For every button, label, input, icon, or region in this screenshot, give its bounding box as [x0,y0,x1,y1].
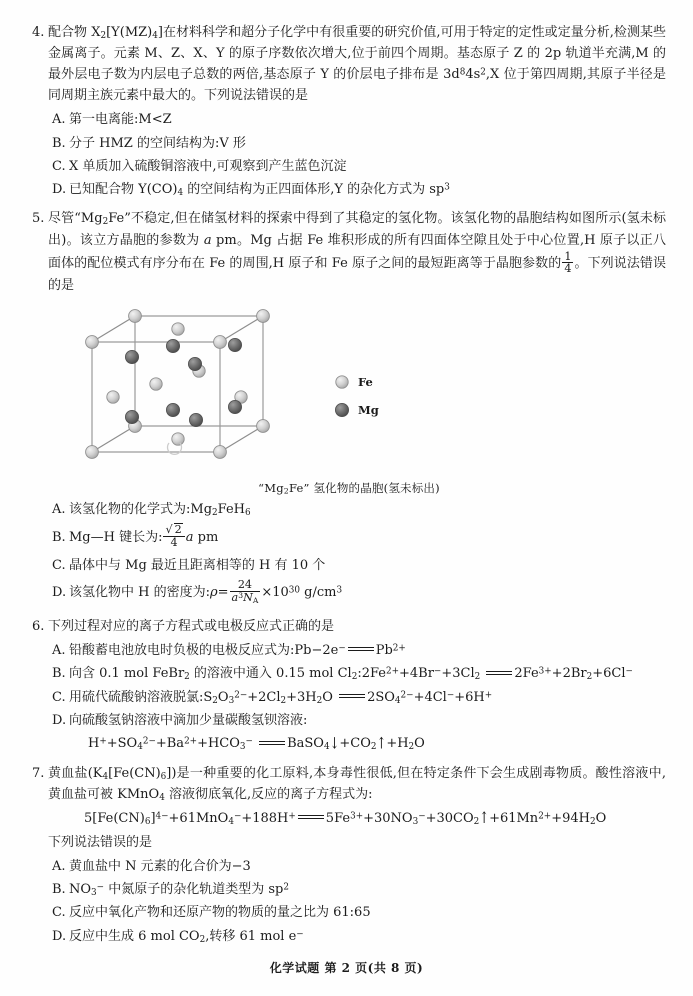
option-tag: A. [52,858,66,874]
option-tag: B. [52,135,66,151]
option-text: 铅酸蓄电池放电时负极的电极反应式为:Pb−2e− $Pb^{2+}$ [69,642,406,658]
question-7-options [32,855,666,949]
option-tag: B. [52,665,66,681]
question-4 [32,22,666,201]
question-6-stem [32,616,666,637]
option-row[interactable] [52,132,666,155]
option-text: 向硫酸氢钠溶液中滴加少量碳酸氢钡溶液: [69,713,308,729]
question-6-options [32,639,666,756]
option-row[interactable] [52,498,666,522]
option-tag: D. [52,713,67,729]
page-content [32,22,666,955]
option-tag: C. [52,158,66,174]
option-tag: D. [52,928,67,944]
option-text: 该氢化物的化学式为$:Mg_2FeH_6$ [69,502,251,519]
unit-cell-svg [32,302,666,478]
page-footer: 化学试题 第 2 页(共 8 页) [269,961,424,975]
option-text: 黄血盐中 N 元素的化合价为−3 [69,858,251,874]
option-text: 向含 0.1 mol FeBr$_2$ 的溶液中通入 0.15 mol $Cl_2:2Fe^{2+}+4Br^-+3Cl_2$ $2Fe^{3+}+2Br_2+6Cl^-$ [69,665,633,682]
option-row[interactable] [52,639,666,662]
question-7 [32,763,666,948]
question-4-number: 4. [32,25,45,40]
mg-atoms [125,339,241,427]
option-tag: D. [52,181,67,197]
option-row[interactable] [52,855,666,878]
option-tag: C. [52,689,66,705]
question-7-stem-text: 黄血盐$(K_4[Fe(CN)_6])$是一种重要的化工原料,本身毒性很低,但在特定条件下会生成剧毒物质。酸性溶液中,黄血盐可被 KMnO$_4$ 溶液彻底氧化,反应的离子方程式为: [48,766,666,804]
question-5-options [32,498,666,608]
option-row[interactable] [52,662,666,686]
option-row[interactable] [52,686,666,710]
option-row[interactable] [52,554,666,577]
option-text: 晶体中与 Mg 最近且距离相等的 H 有 10 个 [69,557,326,573]
figure-caption: “$Mg_2Fe$” 氢化物的晶胞(氢未标出) [258,481,440,496]
question-6-stem-text: 下列过程对应的离子方程式或电极反应式正确的是 [48,618,335,634]
option-tag: A. [52,502,66,518]
question-7-tail: 下列说法错误的是 [48,834,153,850]
question-4-stem [32,22,666,106]
question-7-number: 7. [32,766,45,782]
question-5 [32,208,666,608]
legend-mg-marker [335,404,348,417]
option-text: X 单质加入硫酸铜溶液中,可观察到产生蓝色沉淀 [69,158,347,174]
fe-atoms [86,310,270,459]
option-text: Mg—H 键长为: $\frac{√ 2}{4}$ a pm [69,522,219,549]
figure-legend [335,375,378,417]
question-5-number: 5. [32,211,45,227]
question-6-number: 6. [32,618,45,634]
question-6 [32,616,666,756]
question-7-equation: $5[Fe(CN)_6]^{4-}+61MnO_4^-+188H^+$ $5Fe^{3+}+30NO_3^-+30CO_2↑+61Mn^{2+}+94H_2O$ [84,807,607,827]
option-tag: D. [52,584,67,600]
option-d-equation: $H^++SO_4^{2-}+Ba^{2+}+HCO_3^-$ $BaSO_4↓+CO_2↑+H_2O$ [88,733,425,753]
question-5-stem-text: 尽管“$Mg_2Fe$”不稳定,但在储氢材料的探索中得到了其稳定的氢化物。该氢化物的晶胞结构如图所示(氢未标出)。该立方晶胞的参数为 a pm。Mg 占据 Fe 堆积形成的所有四面体空隙且处于中心位置,H 原子以正八面体的配位模式有序分布在 Fe 的周围,H 原子和 Fe 原子之间的最短距离等于晶胞参数的 $\frac{1}{4}$ 。下列说法错误的是 [48,211,666,294]
legend-mg-label: Mg [358,403,379,418]
crystal-cell-figure [32,302,666,478]
option-text: 分子 HMZ 的空间结构为:V 形 [69,135,246,151]
option-tag: C. [52,905,66,921]
option-text: 反应中生成 6 mol $CO_2$,转移 61 mol e− [69,928,304,945]
question-4-options [32,108,666,201]
cube-edges [92,316,263,452]
option-tag: A. [52,112,66,128]
option-text: 第一电离能:M<Z [69,112,172,128]
option-text: 反应中氧化产物和还原产物的物质的量之比为 61:65 [69,905,371,921]
option-tag: A. [52,642,66,658]
option-tag: B. [52,881,66,897]
option-tag: C. [52,557,66,573]
option-row[interactable] [52,878,666,902]
option-text: 已知配合物 $Y(CO)_4$ 的空间结构为正四面体形,Y 的杂化方式为 $sp^3$ [69,181,450,198]
legend-fe-label: Fe [358,375,373,390]
question-7-stem [32,763,666,806]
question-5-stem [32,208,666,296]
option-row[interactable] [52,108,666,131]
option-row[interactable] [52,155,666,178]
option-row[interactable] [52,522,666,554]
option-row[interactable] [52,709,666,732]
option-tag: B. [52,529,66,545]
question-4-stem-text: 配合物 $X_2[Y(MZ)_4]$在材料科学和超分子化学中有很重要的研究价值,可用于特定的定性或定量分析,检测某些金属离子。元素 M、Z、X、Y 的原子序数依次增大,位于前四个周期。基态原子 Z 的 2p 轨道半充满,M 的最外层电子数为内层电子总数的两倍,基态原子 Y 的价层电子排布是 $3d^84s^2,X$ 位于第四周期,其原子半径是同周期主族元素中最大的。下列说法错误的是 [48,25,666,104]
option-text: 用硫代硫酸钠溶液脱氯$:S_2O_3^{2-}+2Cl_2+3H_2O$ $2SO_4^{2-}+4Cl^-+6H^+$ [69,689,493,706]
legend-fe-marker [336,376,348,388]
option-row[interactable] [52,577,666,609]
option-row[interactable] [52,178,666,202]
option-row[interactable] [52,901,666,924]
option-row[interactable] [52,925,666,949]
option-text: 该氢化物中 H 的密度为:ρ= $\frac{24}{a^3N_A}$ $\times 10^{30}$ $g/cm^3$ [69,577,343,605]
option-text: $NO_3^-$ 中氮原子的杂化轨道类型为 $sp^2$ [69,881,289,898]
